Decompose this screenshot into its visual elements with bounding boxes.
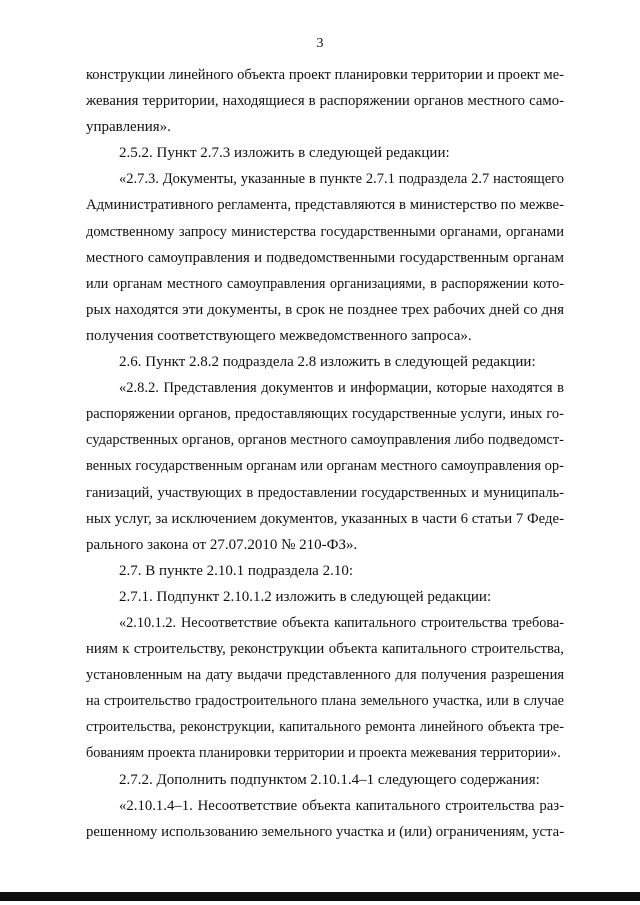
page-number: 3 (316, 36, 324, 51)
text-line: управления». (86, 119, 171, 136)
text-line: рых находятся эти документы, в срок не позднее трех рабочих дней со дня (86, 301, 564, 318)
text-line: ниям к строительству, реконструкции объекта капитального строительства, (86, 641, 564, 658)
text-line: «2.10.1.4–1. Несоответствие объекта капитального строительства раз- (119, 797, 564, 814)
text-line: 2.6. Пункт 2.8.2 подраздела 2.8 изложить в следующей редакции: (119, 354, 536, 371)
text-line: Административного регламента, представляются в министерство по межве- (86, 197, 564, 214)
text-line: решенному использованию земельного участка и (или) ограничениям, уста- (86, 823, 564, 840)
text-line: венных государственным органам или органам местного самоуправления ор- (86, 458, 564, 475)
text-line: ных услуг, за исключением документов, указанных в части 6 статьи 7 Феде- (86, 510, 564, 527)
text-line: 2.7. В пункте 2.10.1 подраздела 2.10: (119, 562, 354, 579)
text-line: местного самоуправления и подведомственными государственным органам (86, 249, 564, 266)
document-body (86, 62, 564, 845)
text-line: «2.7.3. Документы, указанные в пункте 2.7.1 подраздела 2.7 настоящего (119, 171, 564, 188)
text-line: на строительство градостроительного плана земельного участка, или в случае (86, 693, 564, 710)
text-line: «2.8.2. Представления документов и информации, которые находятся в (119, 380, 564, 397)
text-line: 2.5.2. Пункт 2.7.3 изложить в следующей редакции: (119, 145, 450, 162)
text-line: 2.7.2. Дополнить подпунктом 2.10.1.4–1 следующего содержания: (119, 771, 540, 788)
text-line: конструкции линейного объекта проект планировки территории и проект ме- (86, 67, 564, 83)
text-line: 2.7.1. Подпункт 2.10.1.2 изложить в следующей редакции: (119, 588, 492, 605)
text-line: или органам местного самоуправления организациями, в распоряжении кото- (86, 275, 564, 292)
text-line: получения соответствующего межведомственного запроса». (86, 327, 472, 344)
text-line: строительства, реконструкции, капитального ремонта линейного объекта тре- (86, 719, 564, 736)
text-line: сударственных органов, органов местного самоуправления либо подведомст- (86, 432, 564, 449)
text-line: «2.10.1.2. Несоответствие объекта капитального строительства требова- (119, 614, 564, 631)
text-line: рального закона от 27.07.2010 № 210-ФЗ». (86, 536, 358, 553)
text-line: домственному запросу министерства государственными органами, органами (86, 223, 564, 240)
scan-edge-bar (0, 892, 640, 901)
text-line: жевания территории, находящиеся в распоряжении органов местного само- (86, 93, 564, 110)
text-line: ганизаций, участвующих в предоставлении государственных и муниципаль- (86, 484, 564, 501)
text-line: установленным на дату выдачи представленного для получения разрешения (86, 667, 564, 684)
text-line: бованиям проекта планировки территории и проекта межевания территории». (86, 745, 561, 762)
text-line: распоряжении органов, предоставляющих государственные услуги, иных го- (86, 406, 564, 423)
